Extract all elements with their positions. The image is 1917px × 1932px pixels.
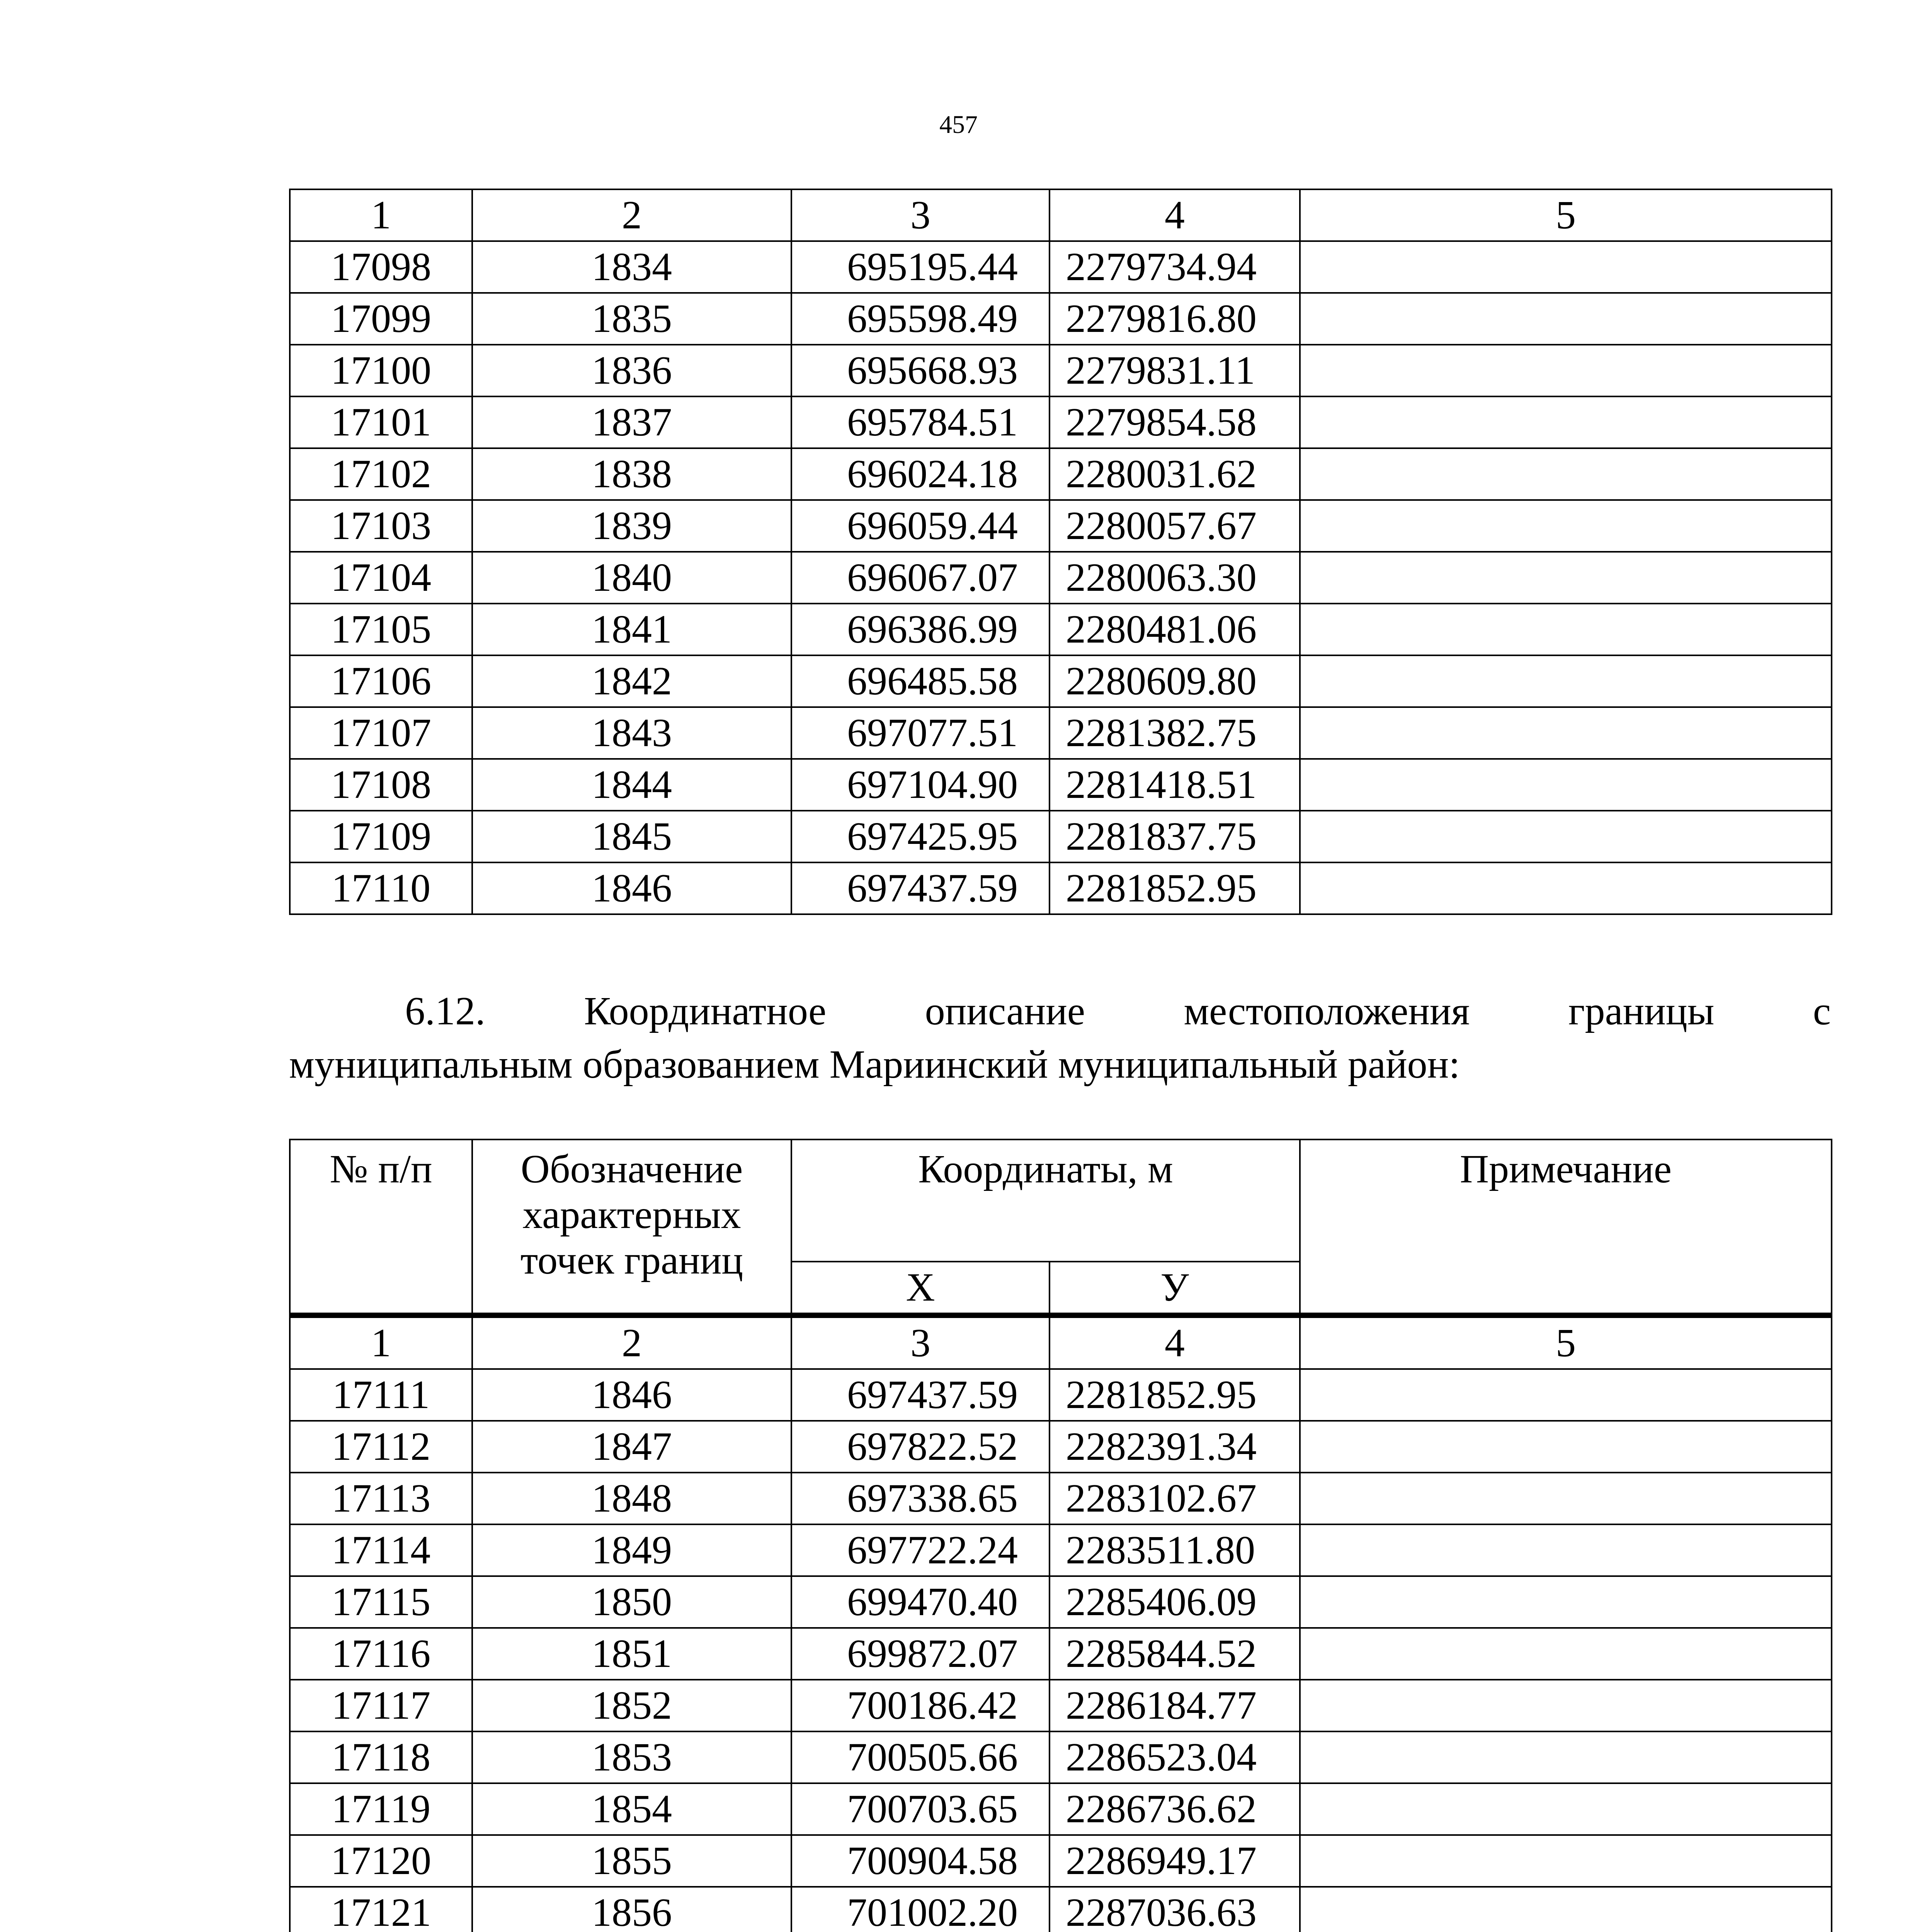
cell-number: 17099 <box>290 293 472 345</box>
section-heading-line2: муниципальным образованием Мариинский муниципальный район: <box>289 1042 1460 1087</box>
cell-note <box>1300 1473 1832 1524</box>
cell-number: 17103 <box>290 500 472 552</box>
cell-note <box>1300 1731 1832 1783</box>
cell-number: 17107 <box>290 707 472 759</box>
cell-note <box>1300 1524 1832 1576</box>
cell-y: 2279734.94 <box>1050 241 1300 293</box>
table-row <box>290 1835 1832 1887</box>
cell-x: 697722.24 <box>791 1524 1050 1576</box>
cell-y: 2283511.80 <box>1050 1524 1300 1576</box>
cell-y: 2279831.11 <box>1050 345 1300 396</box>
column-number: 2 <box>472 1315 791 1369</box>
cell-number: 17116 <box>290 1628 472 1680</box>
cell-x: 697338.65 <box>791 1473 1050 1524</box>
cell-note <box>1300 448 1832 500</box>
header-designation-line: характерных <box>522 1192 741 1237</box>
cell-x: 700505.66 <box>791 1731 1050 1783</box>
coordinates-table <box>289 1139 1832 1932</box>
cell-point: 1845 <box>472 811 791 862</box>
cell-number: 17117 <box>290 1680 472 1731</box>
cell-point: 1846 <box>472 862 791 914</box>
cell-point: 1852 <box>472 1680 791 1731</box>
cell-y: 2280609.80 <box>1050 655 1300 707</box>
cell-y: 2281418.51 <box>1050 759 1300 811</box>
section-heading-word: Координатное <box>584 989 827 1033</box>
cell-number: 17109 <box>290 811 472 862</box>
cell-y: 2286523.04 <box>1050 1731 1300 1783</box>
cell-x: 697077.51 <box>791 707 1050 759</box>
cell-y: 2285844.52 <box>1050 1628 1300 1680</box>
cell-point: 1843 <box>472 707 791 759</box>
column-number: 3 <box>791 1315 1050 1369</box>
cell-number: 17106 <box>290 655 472 707</box>
cell-point: 1834 <box>472 241 791 293</box>
section-heading-word: местоположения <box>1184 989 1470 1033</box>
table-row <box>290 707 1832 759</box>
table-row <box>290 862 1832 914</box>
cell-note <box>1300 293 1832 345</box>
cell-y: 2287036.63 <box>1050 1887 1300 1932</box>
cell-point: 1851 <box>472 1628 791 1680</box>
cell-number: 17115 <box>290 1576 472 1628</box>
cell-number: 17118 <box>290 1731 472 1783</box>
cell-y: 2279854.58 <box>1050 396 1300 448</box>
cell-number: 17105 <box>290 604 472 655</box>
table-row <box>290 500 1832 552</box>
table-row <box>290 811 1832 862</box>
cell-point: 1854 <box>472 1783 791 1835</box>
column-numbers-row <box>290 189 1832 241</box>
column-number: 3 <box>791 189 1050 241</box>
table-row <box>290 1731 1832 1783</box>
cell-x: 696067.07 <box>791 552 1050 604</box>
cell-y: 2281852.95 <box>1050 862 1300 914</box>
table-row <box>290 1783 1832 1835</box>
cell-point: 1836 <box>472 345 791 396</box>
table-row <box>290 241 1832 293</box>
table-row <box>290 759 1832 811</box>
cell-note <box>1300 1421 1832 1473</box>
table-row <box>290 604 1832 655</box>
cell-point: 1848 <box>472 1473 791 1524</box>
cell-note <box>1300 1783 1832 1835</box>
cell-note <box>1300 759 1832 811</box>
coordinates-table-continued <box>289 189 1832 915</box>
cell-number: 17108 <box>290 759 472 811</box>
cell-x: 696024.18 <box>791 448 1050 500</box>
cell-x: 696386.99 <box>791 604 1050 655</box>
cell-x: 697104.90 <box>791 759 1050 811</box>
header-note: Примечание <box>1300 1139 1832 1315</box>
cell-y: 2282391.34 <box>1050 1421 1300 1473</box>
column-number: 4 <box>1050 189 1300 241</box>
cell-y: 2286184.77 <box>1050 1680 1300 1731</box>
table-row <box>290 552 1832 604</box>
cell-point: 1855 <box>472 1835 791 1887</box>
cell-y: 2279816.80 <box>1050 293 1300 345</box>
cell-y: 2286736.62 <box>1050 1783 1300 1835</box>
cell-note <box>1300 1628 1832 1680</box>
header-x: X <box>791 1262 1050 1315</box>
table-row <box>290 345 1832 396</box>
cell-number: 17113 <box>290 1473 472 1524</box>
section-heading-word: с <box>1813 989 1831 1033</box>
cell-number: 17119 <box>290 1783 472 1835</box>
cell-y: 2280481.06 <box>1050 604 1300 655</box>
cell-note <box>1300 396 1832 448</box>
header-designation-line: Обозначение <box>520 1147 743 1191</box>
table-row <box>290 1576 1832 1628</box>
section-heading-word: описание <box>925 989 1085 1033</box>
cell-y: 2281852.95 <box>1050 1369 1300 1421</box>
cell-x: 700703.65 <box>791 1783 1050 1835</box>
cell-point: 1840 <box>472 552 791 604</box>
cell-point: 1856 <box>472 1887 791 1932</box>
section-heading-line1 <box>289 985 1831 1038</box>
cell-x: 697437.59 <box>791 1369 1050 1421</box>
table-row <box>290 1524 1832 1576</box>
table-row <box>290 1887 1832 1932</box>
cell-x: 700904.58 <box>791 1835 1050 1887</box>
column-number: 1 <box>290 189 472 241</box>
cell-number: 17112 <box>290 1421 472 1473</box>
cell-point: 1839 <box>472 500 791 552</box>
cell-x: 700186.42 <box>791 1680 1050 1731</box>
cell-point: 1850 <box>472 1576 791 1628</box>
cell-note <box>1300 862 1832 914</box>
cell-number: 17114 <box>290 1524 472 1576</box>
cell-x: 697425.95 <box>791 811 1050 862</box>
cell-note <box>1300 811 1832 862</box>
column-number: 1 <box>290 1315 472 1369</box>
column-number: 5 <box>1300 189 1832 241</box>
section-heading-word: 6.12. <box>405 989 485 1033</box>
cell-number: 17111 <box>290 1369 472 1421</box>
column-numbers-row <box>290 1315 1832 1369</box>
cell-note <box>1300 241 1832 293</box>
cell-x: 697437.59 <box>791 862 1050 914</box>
cell-x: 696059.44 <box>791 500 1050 552</box>
column-number: 2 <box>472 189 791 241</box>
cell-point: 1838 <box>472 448 791 500</box>
cell-y: 2285406.09 <box>1050 1576 1300 1628</box>
cell-note <box>1300 707 1832 759</box>
section-heading <box>289 985 1831 1091</box>
cell-note <box>1300 500 1832 552</box>
cell-point: 1853 <box>472 1731 791 1783</box>
cell-note <box>1300 345 1832 396</box>
cell-x: 695784.51 <box>791 396 1050 448</box>
table-row <box>290 655 1832 707</box>
table-row <box>290 1680 1832 1731</box>
cell-y: 2286949.17 <box>1050 1835 1300 1887</box>
header-designation <box>472 1139 791 1315</box>
table-row <box>290 1369 1832 1421</box>
cell-x: 695598.49 <box>791 293 1050 345</box>
cell-x: 695668.93 <box>791 345 1050 396</box>
cell-number: 17121 <box>290 1887 472 1932</box>
cell-note <box>1300 1835 1832 1887</box>
table-row <box>290 1473 1832 1524</box>
cell-note <box>1300 604 1832 655</box>
cell-point: 1835 <box>472 293 791 345</box>
cell-number: 17100 <box>290 345 472 396</box>
column-number: 4 <box>1050 1315 1300 1369</box>
cell-y: 2280063.30 <box>1050 552 1300 604</box>
cell-y: 2280031.62 <box>1050 448 1300 500</box>
cell-y: 2280057.67 <box>1050 500 1300 552</box>
column-number: 5 <box>1300 1315 1832 1369</box>
header-num: № п/п <box>290 1139 472 1315</box>
table-row <box>290 1421 1832 1473</box>
cell-point: 1842 <box>472 655 791 707</box>
cell-note <box>1300 1369 1832 1421</box>
cell-point: 1837 <box>472 396 791 448</box>
table-row <box>290 396 1832 448</box>
cell-number: 17101 <box>290 396 472 448</box>
cell-x: 699872.07 <box>791 1628 1050 1680</box>
cell-number: 17120 <box>290 1835 472 1887</box>
section-heading-word: границы <box>1568 989 1715 1033</box>
header-y: У <box>1050 1262 1300 1315</box>
cell-note <box>1300 1576 1832 1628</box>
cell-number: 17110 <box>290 862 472 914</box>
table-row <box>290 448 1832 500</box>
cell-point: 1841 <box>472 604 791 655</box>
cell-x: 699470.40 <box>791 1576 1050 1628</box>
cell-point: 1846 <box>472 1369 791 1421</box>
cell-number: 17104 <box>290 552 472 604</box>
page-number: 457 <box>939 111 978 139</box>
cell-number: 17102 <box>290 448 472 500</box>
table-header-row <box>290 1139 1832 1262</box>
cell-point: 1849 <box>472 1524 791 1576</box>
cell-point: 1847 <box>472 1421 791 1473</box>
cell-x: 696485.58 <box>791 655 1050 707</box>
cell-x: 697822.52 <box>791 1421 1050 1473</box>
header-designation-line: точек границ <box>520 1238 743 1282</box>
cell-x: 695195.44 <box>791 241 1050 293</box>
cell-y: 2281837.75 <box>1050 811 1300 862</box>
header-coordinates: Координаты, м <box>791 1139 1300 1262</box>
table-row <box>290 293 1832 345</box>
cell-x: 701002.20 <box>791 1887 1050 1932</box>
cell-y: 2283102.67 <box>1050 1473 1300 1524</box>
cell-note <box>1300 1680 1832 1731</box>
cell-note <box>1300 1887 1832 1932</box>
table-row <box>290 1628 1832 1680</box>
cell-note <box>1300 655 1832 707</box>
cell-point: 1844 <box>472 759 791 811</box>
cell-y: 2281382.75 <box>1050 707 1300 759</box>
cell-note <box>1300 552 1832 604</box>
cell-number: 17098 <box>290 241 472 293</box>
